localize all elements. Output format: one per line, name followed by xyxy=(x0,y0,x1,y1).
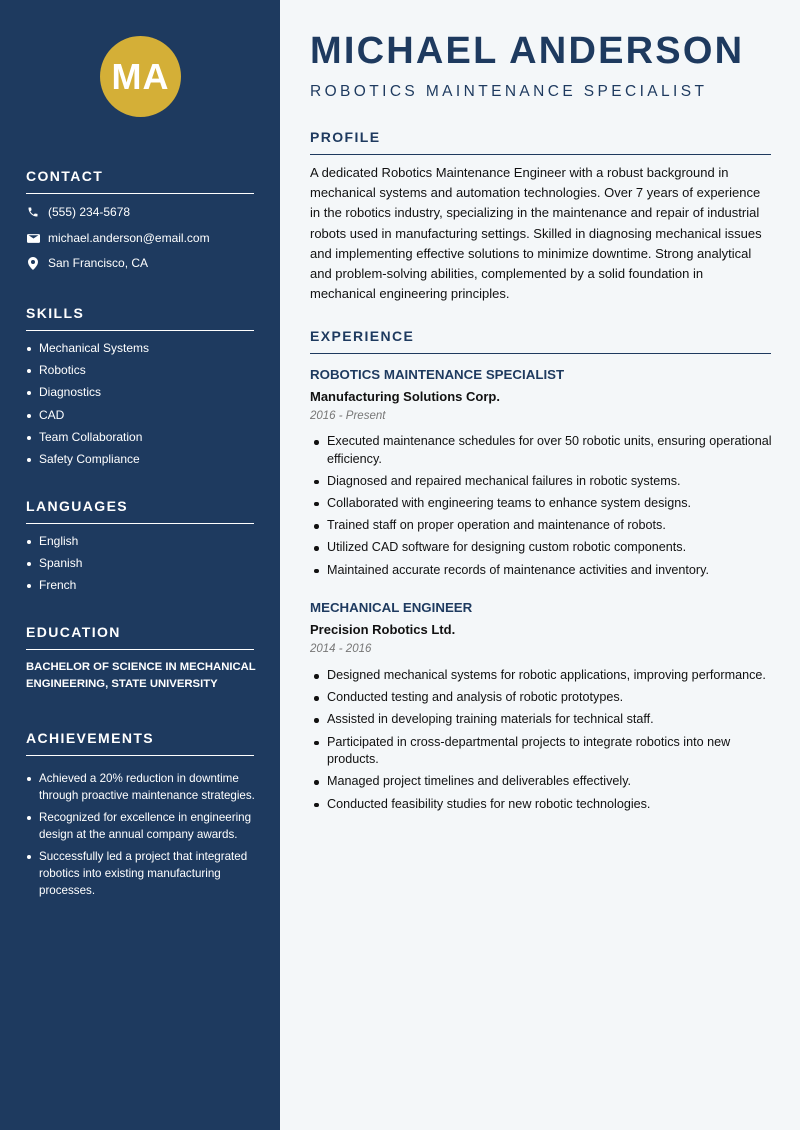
experience-heading: EXPERIENCE xyxy=(310,328,771,354)
company-name: Manufacturing Solutions Corp. xyxy=(310,389,500,404)
job-title: MECHANICAL ENGINEER xyxy=(310,600,473,615)
contact-phone[interactable] xyxy=(26,205,130,219)
job-bullet: Executed maintenance schedules for over 50 robotic units, ensuring operational efficiency. xyxy=(310,433,772,468)
skill-item: Diagnostics xyxy=(26,381,256,403)
job-bullet: Diagnosed and repaired mechanical failures in robotic systems. xyxy=(310,473,772,491)
phone-icon xyxy=(26,205,40,219)
job-dates: 2016 - Present xyxy=(310,410,386,422)
company-name: Precision Robotics Ltd. xyxy=(310,622,456,637)
job-title: ROBOTICS MAINTENANCE SPECIALIST xyxy=(310,367,565,382)
skill-item: Mechanical Systems xyxy=(26,337,256,359)
job-bullet: Managed project timelines and deliverables effectively. xyxy=(310,773,772,791)
job-bullets xyxy=(310,667,772,818)
skill-item: CAD xyxy=(26,404,256,426)
email-text: michael.anderson@email.com xyxy=(48,231,210,245)
languages-list xyxy=(26,530,256,597)
achievements-list xyxy=(26,770,258,904)
contact-email[interactable] xyxy=(26,231,210,245)
job-bullet: Maintained accurate records of maintenance activities and inventory. xyxy=(310,562,772,580)
education-heading: EDUCATION xyxy=(26,624,254,650)
location-text: San Francisco, CA xyxy=(48,256,149,270)
achievement-item: Recognized for excellence in engineering design at the annual company awards. xyxy=(26,809,258,843)
job-bullet: Collaborated with engineering teams to enhance system designs. xyxy=(310,495,772,513)
language-item: English xyxy=(26,530,256,552)
phone-text: (555) 234-5678 xyxy=(48,205,131,219)
skill-item: Team Collaboration xyxy=(26,426,256,448)
profile-heading: PROFILE xyxy=(310,129,771,155)
achievement-item: Achieved a 20% reduction in downtime through proactive maintenance strategies. xyxy=(26,770,258,804)
job-dates: 2014 - 2016 xyxy=(310,643,372,655)
skills-list xyxy=(26,337,256,470)
contact-heading: CONTACT xyxy=(26,168,254,194)
job-bullet: Assisted in developing training materials for technical staff. xyxy=(310,711,772,729)
avatar: MA xyxy=(100,36,181,117)
language-item: French xyxy=(26,574,256,596)
job-bullet: Conducted testing and analysis of robotic prototypes. xyxy=(310,689,772,707)
sidebar xyxy=(0,0,280,1130)
profile-text: A dedicated Robotics Maintenance Engineer with a robust background in mechanical systems and automation technologies. Over 7 years of experience in the robotics industry, specializing in the maintenance and repair of industrial robots used in manufacturing settings. Skilled in diagnosing mechanical issues and implementing effective solutions to minimize downtime. Strong analytical and problem-solving abilities, complemented by a solid foundation in mechanical engineering principles. xyxy=(310,165,762,302)
job-bullet: Utilized CAD software for designing custom robotic components. xyxy=(310,539,772,557)
email-icon xyxy=(26,231,40,245)
achievements-heading: ACHIEVEMENTS xyxy=(26,730,254,756)
job-bullet: Trained staff on proper operation and maintenance of robots. xyxy=(310,517,772,535)
languages-heading: LANGUAGES xyxy=(26,498,254,524)
location-pin-icon xyxy=(26,256,40,270)
person-title: ROBOTICS MAINTENANCE SPECIALIST xyxy=(310,83,708,100)
achievement-item: Successfully led a project that integrated robotics into existing manufacturing processes. xyxy=(26,848,258,899)
contact-location xyxy=(26,256,148,270)
job-bullet: Designed mechanical systems for robotic applications, improving performance. xyxy=(310,667,772,685)
job-bullet: Conducted feasibility studies for new robotic technologies. xyxy=(310,796,772,814)
job-bullets xyxy=(310,433,772,584)
job-bullet: Participated in cross-departmental projects to integrate robotics into new products. xyxy=(310,734,772,769)
education-degree: BACHELOR OF SCIENCE IN MECHANICAL ENGINEERING, STATE UNIVERSITY xyxy=(26,661,256,690)
language-item: Spanish xyxy=(26,552,256,574)
skills-heading: SKILLS xyxy=(26,305,254,331)
skill-item: Safety Compliance xyxy=(26,448,256,470)
person-name: MICHAEL ANDERSON xyxy=(310,30,745,72)
skill-item: Robotics xyxy=(26,359,256,381)
